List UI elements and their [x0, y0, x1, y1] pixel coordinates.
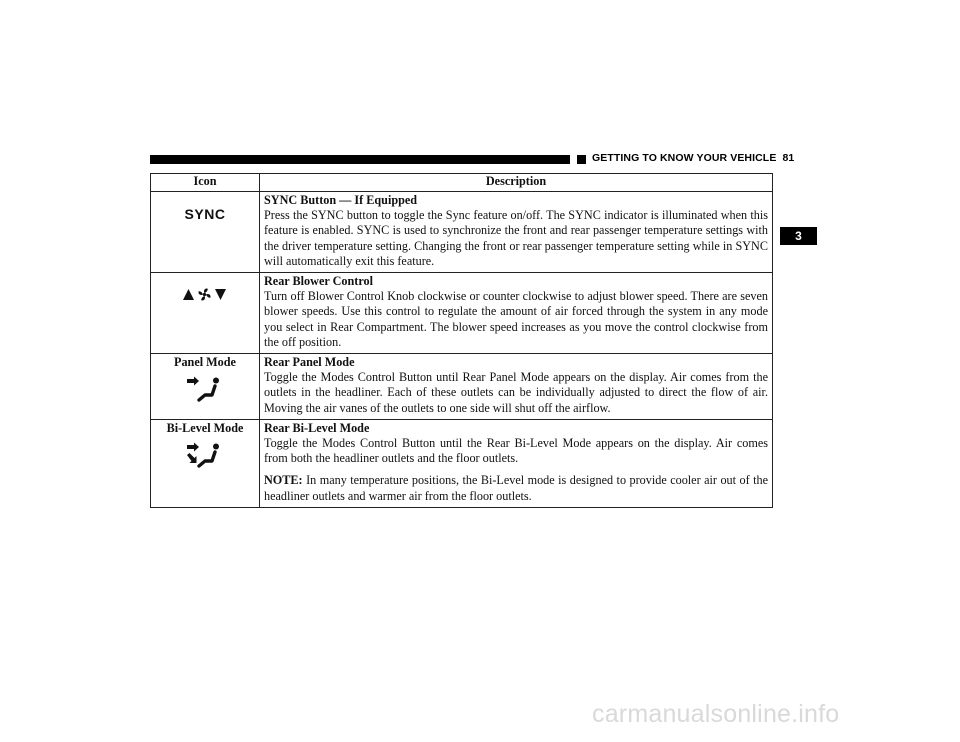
description-cell	[260, 273, 773, 354]
rear-blower-icon	[183, 287, 227, 301]
row-body: Toggle the Modes Control Button until Rear Panel Mode appears on the display. Air comes from the outlets in the headliner. Each of these outlets can be individually adjusted to direct the flow of air. Moving the air vanes of the outlets to one side will shut off the airflow.	[264, 370, 768, 415]
icon-cell	[151, 419, 260, 507]
section-title: GETTING TO KNOW YOUR VEHICLE	[592, 152, 777, 164]
row-body: Turn off Blower Control Knob clockwise or counter clockwise to adjust blower speed. There are seven blower speeds. Use this control to regulate the amount of air forced through the system in any mode you select in Rear Compartment. The blower speed increases as you move the control clockwise from the off position.	[264, 289, 768, 349]
table-header-row	[151, 174, 773, 192]
table-row	[151, 192, 773, 273]
running-header	[592, 152, 794, 164]
row-title: SYNC Button — If Equipped	[264, 193, 418, 207]
header-square-marker	[577, 155, 586, 164]
row-title: Rear Panel Mode	[264, 355, 355, 370]
icon-cell	[151, 273, 260, 354]
watermark: carmanualsonline.info	[592, 700, 840, 728]
climate-controls-table	[150, 173, 773, 508]
page-number: 81	[782, 152, 795, 164]
row-title: Rear Bi-Level Mode	[264, 420, 370, 435]
note-label: NOTE:	[264, 473, 303, 488]
row-body: Toggle the Modes Control Button until the Rear Bi-Level Mode appears on the display. Air comes from both the headliner outlets and the floor outlets.	[264, 436, 768, 466]
description-cell	[260, 419, 773, 507]
icon-label: Panel Mode	[174, 355, 236, 370]
description-cell	[260, 192, 773, 273]
row-title: Rear Blower Control	[264, 274, 373, 289]
table-row	[151, 354, 773, 420]
column-header-icon: Icon	[151, 174, 260, 192]
row-body: Press the SYNC button to toggle the Sync feature on/off. The SYNC indicator is illuminated when this feature is enabled. SYNC is used to synchronize the front and rear passenger temperature settings with the driver temperature setting. Changing the front or rear passenger temperature setting while in SYNC will automatically exit this feature.	[264, 208, 768, 268]
note-text: In many temperature positions, the Bi-Level mode is designed to provide cooler air out of the headliner outlets and warmer air from the floor outlets.	[264, 473, 769, 503]
header-rule	[150, 155, 570, 164]
icon-cell	[151, 354, 260, 420]
table-row	[151, 419, 773, 507]
chapter-tab: 3	[780, 227, 817, 245]
bi-level-mode-icon	[185, 442, 225, 470]
icon-label: Bi-Level Mode	[166, 420, 244, 435]
icon-cell	[151, 192, 260, 273]
sync-text-icon: SYNC	[184, 206, 226, 222]
note-paragraph	[264, 473, 768, 503]
table-row	[151, 273, 773, 354]
column-header-description: Description	[260, 174, 773, 192]
description-cell	[260, 354, 773, 420]
panel-mode-icon	[185, 376, 225, 402]
